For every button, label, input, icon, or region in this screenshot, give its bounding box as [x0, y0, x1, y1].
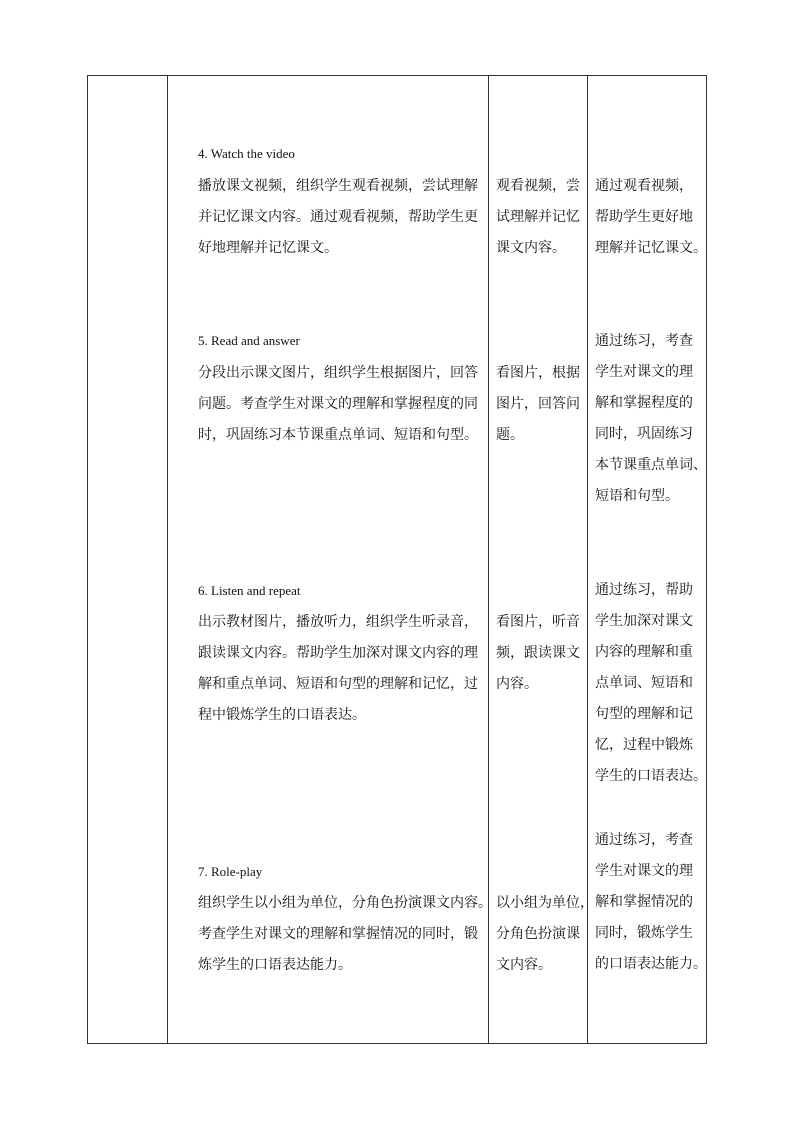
purpose-line: 内容的理解和重	[595, 644, 693, 660]
teacher-activity-line: 解和重点单词、短语和句型的理解和记忆，过	[198, 676, 478, 692]
teacher-activity-line: 分段出示课文图片，组织学生根据图片，回答	[198, 365, 478, 381]
purpose-line: 学生的口语表达。	[595, 768, 707, 784]
table-bottom-border	[87, 1043, 707, 1044]
teacher-activity-line: 考查学生对课文的理解和掌握情况的同时，锻	[198, 926, 478, 942]
purpose-line: 学生对课文的理	[595, 863, 693, 879]
table-right-border	[706, 75, 707, 1044]
teacher-activity-line: 播放课文视频，组织学生观看视频，尝试理解	[198, 178, 478, 194]
purpose-line: 学生对课文的理	[595, 364, 693, 380]
student-activity-line: 以小组为单位，	[496, 895, 594, 911]
student-activity-line: 图片，回答问	[496, 396, 580, 412]
step-title-read-answer: 5. Read and answer	[198, 333, 300, 348]
purpose-line: 帮助学生更好地	[595, 209, 693, 225]
purpose-line: 解和掌握情况的	[595, 894, 693, 910]
purpose-line: 通过练习，帮助	[595, 582, 693, 598]
student-activity-line: 分角色扮演课	[496, 926, 580, 942]
purpose-line: 点单词、短语和	[595, 675, 693, 691]
student-activity-line: 看图片，根据	[496, 365, 580, 381]
purpose-line: 本节课重点单词、	[595, 457, 707, 473]
teacher-activity-line: 好地理解并记忆课文。	[198, 240, 338, 256]
purpose-line: 的口语表达能力。	[595, 956, 707, 972]
purpose-line: 同时，巩固练习	[595, 426, 693, 442]
purpose-line: 通过练习，考查	[595, 333, 693, 349]
student-activity-line: 频，跟读课文	[496, 645, 580, 661]
student-activity-line: 观看视频，尝	[496, 178, 580, 194]
teacher-activity-line: 炼学生的口语表达能力。	[198, 957, 352, 973]
purpose-line: 理解并记忆课文。	[595, 240, 707, 256]
teacher-activity-line: 程中锻炼学生的口语表达。	[198, 707, 366, 723]
purpose-line: 解和掌握程度的	[595, 395, 693, 411]
purpose-line: 通过练习，考查	[595, 832, 693, 848]
teacher-activity-line: 跟读课文内容。帮助学生加深对课文内容的理	[198, 645, 478, 661]
step-title-listen-repeat: 6. Listen and repeat	[198, 583, 301, 598]
column-divider-1	[167, 75, 168, 1044]
purpose-line: 忆，过程中锻炼	[595, 737, 693, 753]
purpose-line: 同时，锻炼学生	[595, 925, 693, 941]
student-activity-line: 内容。	[496, 676, 538, 692]
step-title-watch-video: 4. Watch the video	[198, 146, 295, 161]
student-activity-line: 文内容。	[496, 957, 552, 973]
purpose-line: 句型的理解和记	[595, 706, 693, 722]
student-activity-line: 题。	[496, 427, 524, 443]
student-activity-line: 试理解并记忆	[496, 209, 580, 225]
teacher-activity-line: 并记忆课文内容。通过观看视频，帮助学生更	[198, 209, 478, 225]
purpose-line: 学生加深对课文	[595, 613, 693, 629]
teacher-activity-line: 组织学生以小组为单位，分角色扮演课文内容。	[198, 895, 492, 911]
step-title-role-play: 7. Role-play	[198, 864, 263, 879]
student-activity-line: 看图片，听音	[496, 614, 580, 630]
purpose-line: 通过观看视频，	[595, 178, 693, 194]
teacher-activity-line: 时，巩固练习本节课重点单词、短语和句型。	[198, 427, 478, 443]
student-activity-line: 课文内容。	[496, 240, 566, 256]
table-top-border	[87, 75, 707, 76]
teacher-activity-line: 出示教材图片，播放听力，组织学生听录音，	[198, 614, 478, 630]
purpose-line: 短语和句型。	[595, 488, 679, 504]
teacher-activity-line: 问题。考查学生对课文的理解和掌握程度的同	[198, 396, 478, 412]
table-left-border	[87, 75, 88, 1044]
